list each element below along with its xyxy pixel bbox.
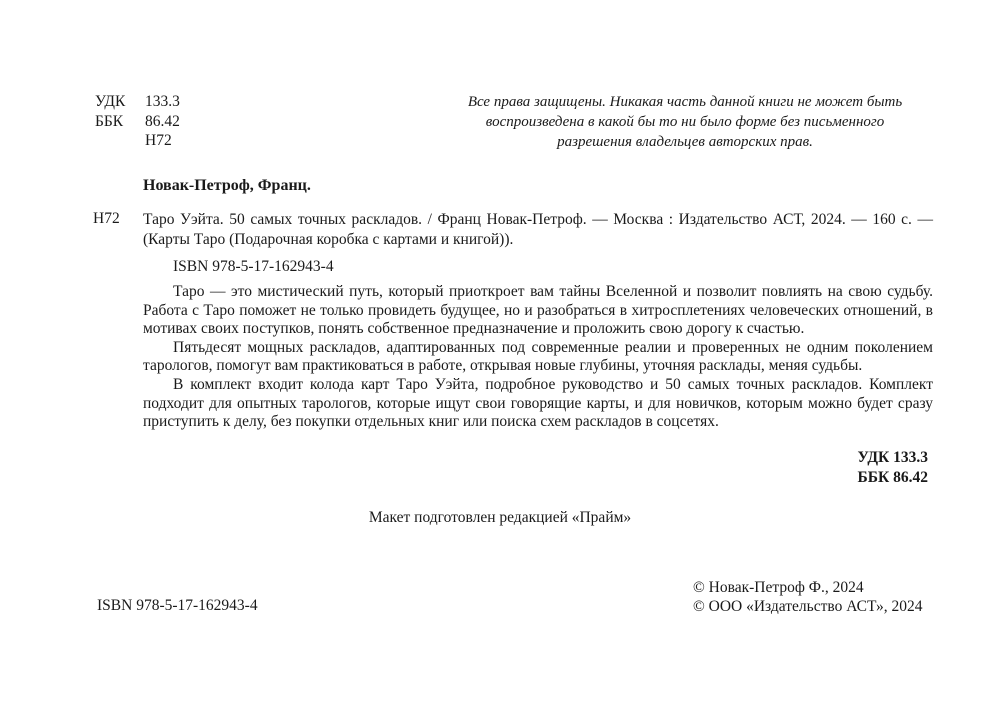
author-heading: Новак-Петроф, Франц. — [143, 177, 311, 194]
rights-notice — [440, 92, 930, 152]
abstract — [143, 283, 933, 432]
bbk-label: ББК — [95, 112, 124, 130]
udk-value: 133.3 — [145, 93, 180, 110]
rights-line: разрешения владельцев авторских прав. — [557, 134, 813, 150]
udk-right: УДК 133.3 — [857, 449, 928, 466]
bbk-value: 86.42 — [145, 112, 180, 130]
classification-codes — [95, 92, 180, 151]
classification-right — [700, 448, 928, 488]
copyright-line: © ООО «Издательство АСТ», 2024 — [693, 598, 923, 615]
copyright-line: © Новак-Петроф Ф., 2024 — [693, 579, 864, 596]
maket-note: Макет подготовлен редакцией «Прайм» — [368, 509, 632, 526]
author-cipher: Н72 — [145, 132, 172, 149]
rights-line: воспроизведена в какой бы то ни было форме без письменного — [485, 114, 885, 130]
abstract-paragraph: Таро — это мистический путь, который приоткроет вам тайны Вселенной и позволит повлиять на свою судьбу. Работа с Таро поможет не только провидеть будущее, но и разобраться в хитросплетениях человеческих отношений, в мотивах своих поступков, понять собственное предназначение и проложить свою дорогу к счастью. — [143, 283, 933, 338]
isbn-top: ISBN 978-5-17-162943-4 — [173, 258, 334, 275]
copyright-block — [693, 578, 923, 616]
abstract-paragraph: В комплект входит колода карт Таро Уэйта, подробное руководство и 50 самых точных раскладов. Комплект подходит для опытных тарологов, которые ищут свои говорящие карты, и для новичков, которым можно будет сразу приступить к делу, без покупки отдельных книг или поиска схем раскладов в соцсетях. — [143, 375, 933, 431]
bibliographic-description: Таро Уэйта. 50 самых точных раскладов. / Франц Новак-Петроф. — Москва : Издательство АСТ, 2024. — 160 с. — (Карты Таро (Подарочная коробка с картами и книгой)). — [143, 211, 933, 248]
abstract-paragraph: Пятьдесят мощных раскладов, адаптированных под современные реалии и проверенных не одним поколением тарологов, помогут вам практиковаться в работе, открывая новые глубины, уточняя расклады, меняя судьбы. — [143, 338, 933, 375]
rights-line: Все права защищены. Никакая часть данной книги не может быть — [467, 94, 903, 110]
bbk-right: ББК 86.42 — [857, 469, 928, 486]
udk-label: УДК — [95, 93, 126, 110]
isbn-bottom: ISBN 978-5-17-162943-4 — [97, 597, 258, 614]
author-cipher-left: Н72 — [93, 210, 120, 227]
